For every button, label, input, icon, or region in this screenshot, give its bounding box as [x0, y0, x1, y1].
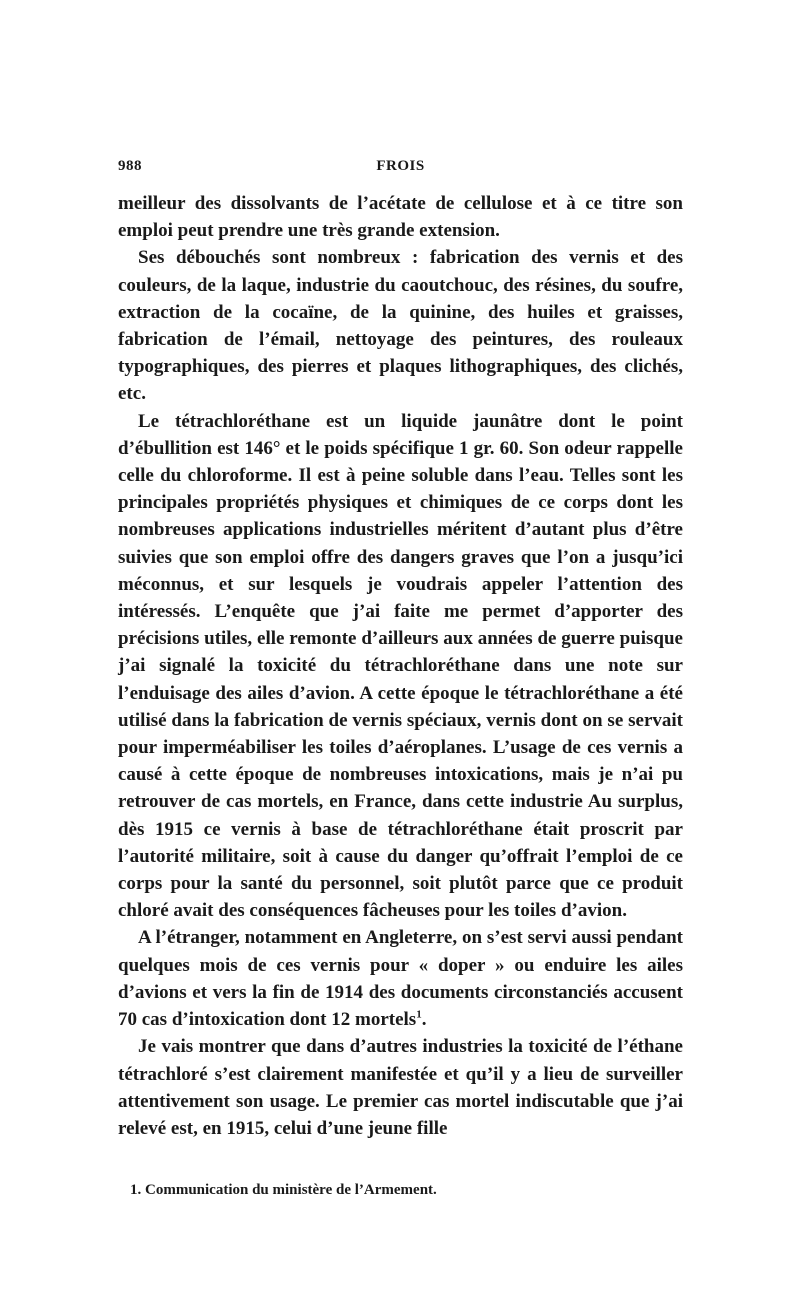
page-number: 988 [118, 158, 142, 174]
page-header [118, 158, 683, 182]
footnote-reference[interactable]: 1 [416, 1008, 422, 1021]
paragraph: Le tétrachloréthane est un liquide jaunâtre dont le point d’ébullition est 146° et le poids spécifique 1 gr. 60. Son odeur rappelle celle du chloroforme. Il est à peine soluble dans l’eau. Telles sont les principales propriétés physiques et chimiques de ce corps dont les nombreuses applications industrielles méritent d’autant plus d’être suivies que son emploi offre des dangers graves que l’on a jusqu’ici méconnus, et sur lesquels je voudrais appeler l’attention des intéressés. L’enquête que j’ai faite me permet d’apporter des précisions utiles, elle remonte d’ailleurs aux années de guerre puisque j’ai signalé la toxicité du tétrachloréthane dans une note sur l’enduisage des ailes d’avion. A cette époque le tétrachloréthane a été utilisé dans la fabrication de vernis spéciaux, vernis dont on se servait pour imperméabiliser les toiles d’aéroplanes. L’usage de ces vernis a causé à cette époque de nombreuses intoxications, mais je n’ai pu retrouver de cas mortels, en France, dans cette industrie Au surplus, dès 1915 ce vernis à base de tétrachloréthane était proscrit par l’autorité militaire, soit à cause du danger qu’offrait l’emploi de ce corps pour la santé du personnel, soit plutôt parce que ce produit chloré avait des conséquences fâcheuses pour les toiles d’avion. [118, 410, 683, 922]
paragraph: Ses débouchés sont nombreux : fabrication des vernis et des couleurs, de la laque, industrie du caoutchouc, des résines, du soufre, extraction de la cocaïne, de la quinine, des huiles et graisses, fabrication de l’émail, nettoyage des peintures, des rouleaux typographiques, des pierres et plaques lithographiques, des clichés, etc. [118, 247, 683, 405]
body-text [118, 190, 683, 1142]
footnote: 1. Communication du ministère de l’Armement. [130, 1182, 437, 1199]
paragraph: meilleur des dissolvants de l’acétate de cellulose et à ce titre son emploi peut prendre une très grande extension. [118, 193, 683, 242]
paragraph-end: . [421, 1009, 427, 1031]
running-head: FROIS [376, 158, 425, 174]
document-page [118, 158, 683, 1200]
paragraph-text: A l’étranger, notamment en Angleterre, on s’est servi aussi pendant quelques mois de ces vernis pour « doper » ou enduire les ailes d’avions et vers la fin de 1914 des documents circonstanciés accusent 70 cas d’intoxication dont 12 mortels [118, 927, 683, 1031]
paragraph [118, 924, 683, 1033]
paragraph: Je vais montrer que dans d’autres industries la toxicité de l’éthane tétrachloré s’est clairement manifestée et qu’il y a lieu de surveiller attentivement son usage. Le premier cas mortel indiscutable que j’ai relevé est, en 1915, celui d’une jeune fille [118, 1036, 683, 1139]
